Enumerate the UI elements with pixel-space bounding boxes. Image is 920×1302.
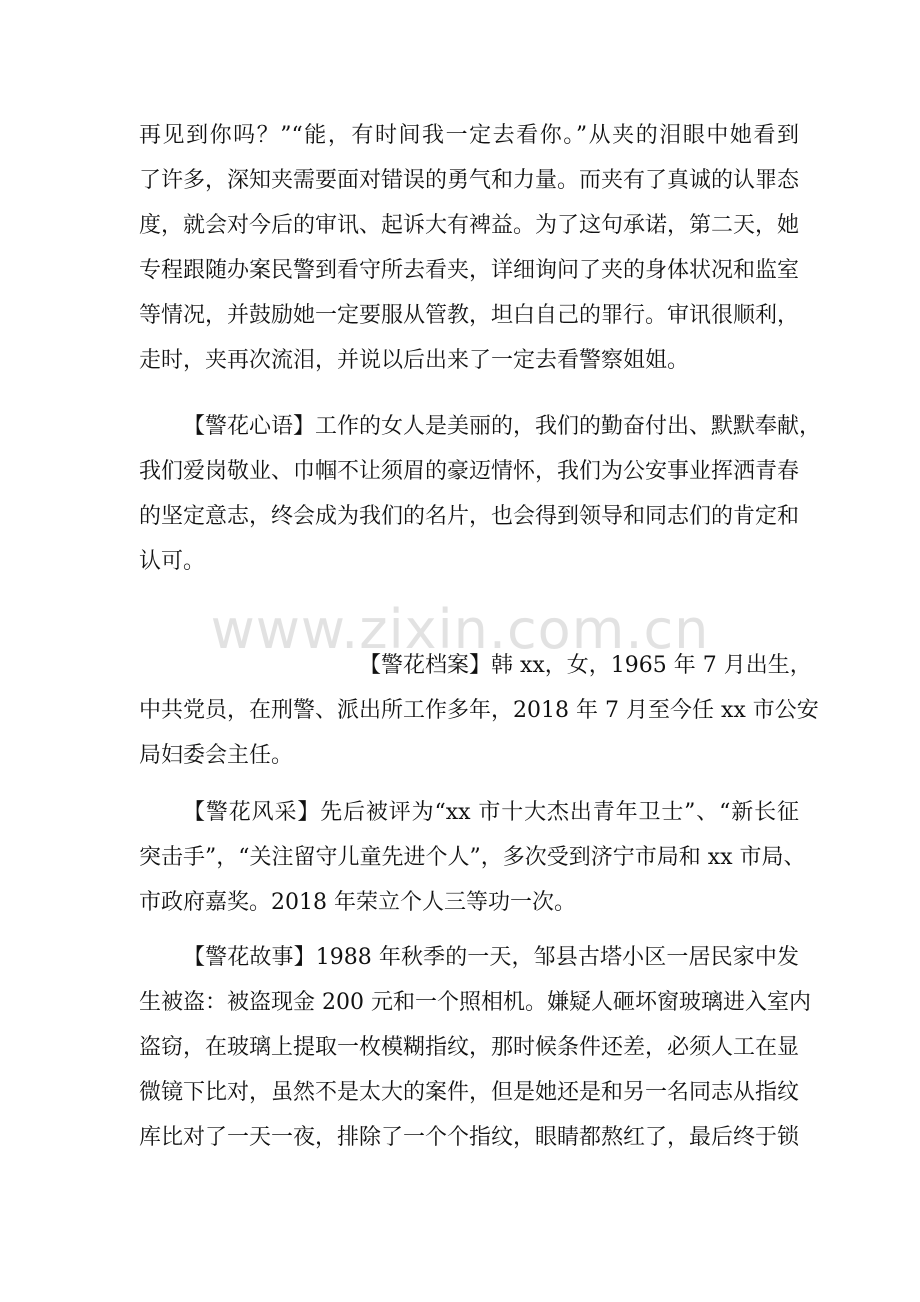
paragraph-honors: [139, 790, 806, 925]
text-line: 专程跟随办案民警到看守所去看夹，详细询问了夹的身体状况和监室: [139, 258, 800, 283]
paragraph-story: [139, 935, 811, 1160]
text-line: 盗窃，在玻璃上提取一枚模糊指纹，那时候条件还差，必须人工在显: [139, 1035, 800, 1060]
text-line: 认可。: [139, 549, 206, 574]
text-line: 走时，夹再次流泪，并说以后出来了一定去看警察姐姐。: [139, 348, 690, 373]
text-line: 了许多，深知夹需要面对错误的勇气和力量。而夹有了真诚的认罪态: [139, 168, 800, 193]
text-line: 【警花风采】先后被评为“xx 市十大杰出青年卫士”、“新长征: [183, 800, 799, 825]
text-line: 微镜下比对，虽然不是太大的案件，但是她还是和另一名同志从指纹: [139, 1080, 800, 1105]
text-line: 的坚定意志，终会成为我们的名片，也会得到领导和同志们的肯定和: [139, 504, 800, 529]
text-line: 突击手”，“关注留守儿童先进个人”，多次受到济宁市局和 xx 市局、: [139, 845, 806, 870]
text-line: 再见到你吗？”“能，有时间我一定去看你。”从夹的泪眼中她看到: [139, 123, 799, 148]
text-line: 市政府嘉奖。2018 年荣立个人三等功一次。: [139, 890, 576, 915]
text-line: 度，就会对今后的审讯、起诉大有裨益。为了这句承诺，第二天，她: [139, 213, 800, 238]
text-line: 【警花档案】韩 xx，女，1965 年 7 月出生，: [359, 653, 812, 678]
text-line: 【警花故事】1988 年秋季的一天，邹县古塔小区一居民家中发: [183, 945, 799, 970]
paragraph-profile: [139, 643, 819, 778]
text-line: 局妇委会主任。: [139, 743, 294, 768]
watermark-text: www.zixin.com.cn: [210, 598, 710, 661]
text-line: 等情况，并鼓励她一定要服从管教，坦白自己的罪行。审讯很顺利，: [139, 303, 800, 328]
text-line: 生被盗：被盗现金 200 元和一个照相机。嫌疑人砸坏窗玻璃进入室内: [139, 990, 811, 1015]
paragraph-continuation: [139, 113, 799, 383]
text-line: 库比对了一天一夜，排除了一个个指纹，眼睛都熬红了，最后终于锁: [139, 1125, 800, 1150]
text-line: 【警花心语】工作的女人是美丽的，我们的勤奋付出、默默奉献，: [183, 414, 822, 439]
text-line: 中共党员，在刑警、派出所工作多年，2018 年 7 月至今任 xx 市公安: [139, 698, 819, 723]
text-line: 我们爱岗敬业、巾帼不让须眉的豪迈情怀，我们为公安事业挥洒青春: [139, 459, 800, 484]
paragraph-heart-words: [139, 404, 822, 584]
